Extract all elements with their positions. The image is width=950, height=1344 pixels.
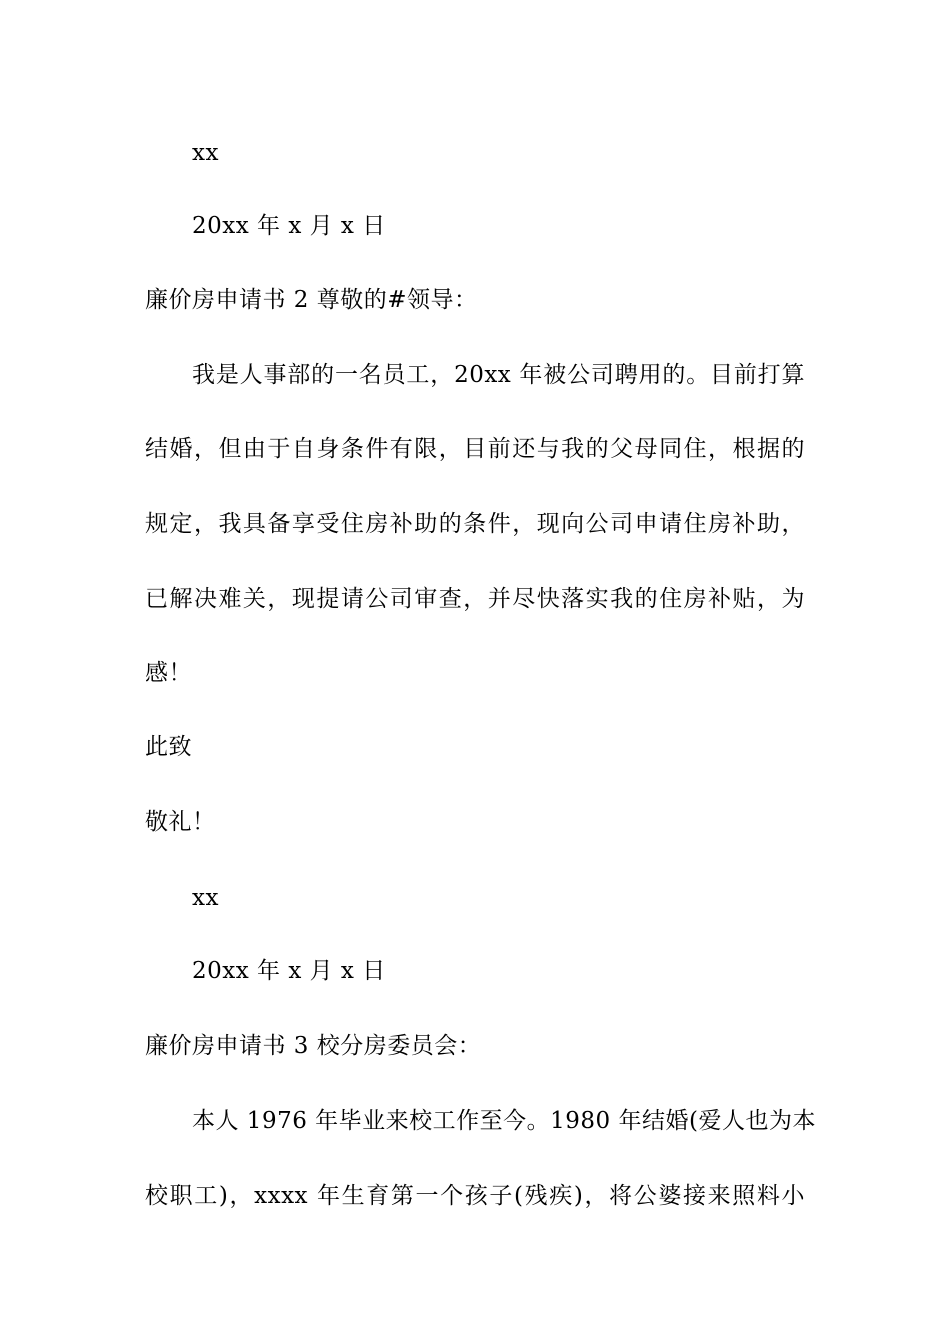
- letter2-body-line: 结婚，但由于自身条件有限，目前还与我的父母同住，根据的: [145, 436, 805, 462]
- letter2-body-line: 规定，我具备享受住房补助的条件，现向公司申请住房补助，: [145, 511, 805, 537]
- letter2-body-line: 已解决难关，现提请公司审查，并尽快落实我的住房补贴，为: [145, 586, 805, 612]
- letter2-heading: 廉价房申请书 2 尊敬的#领导：: [145, 287, 478, 313]
- letter1-signer: xx: [192, 140, 219, 166]
- letter1-date: 20xx 年 x 月 x 日: [192, 213, 386, 239]
- letter2-body-line: 我是人事部的一名员工，20xx 年被公司聘用的。目前打算: [192, 362, 805, 388]
- letter2-signer: xx: [192, 885, 219, 911]
- letter2-body-line: 感！: [145, 660, 192, 686]
- letter2-salutation: 敬礼！: [145, 809, 216, 835]
- letter3-body-line: 本人 1976 年毕业来校工作至今。1980 年结婚(爱人也为本: [192, 1108, 816, 1134]
- letter2-date: 20xx 年 x 月 x 日: [192, 958, 386, 984]
- letter2-closing: 此致: [145, 734, 192, 760]
- letter3-body-line: 校职工)，xxxx 年生育第一个孩子(残疾)，将公婆接来照料小: [145, 1183, 805, 1209]
- letter3-heading: 廉价房申请书 3 校分房委员会：: [145, 1033, 482, 1059]
